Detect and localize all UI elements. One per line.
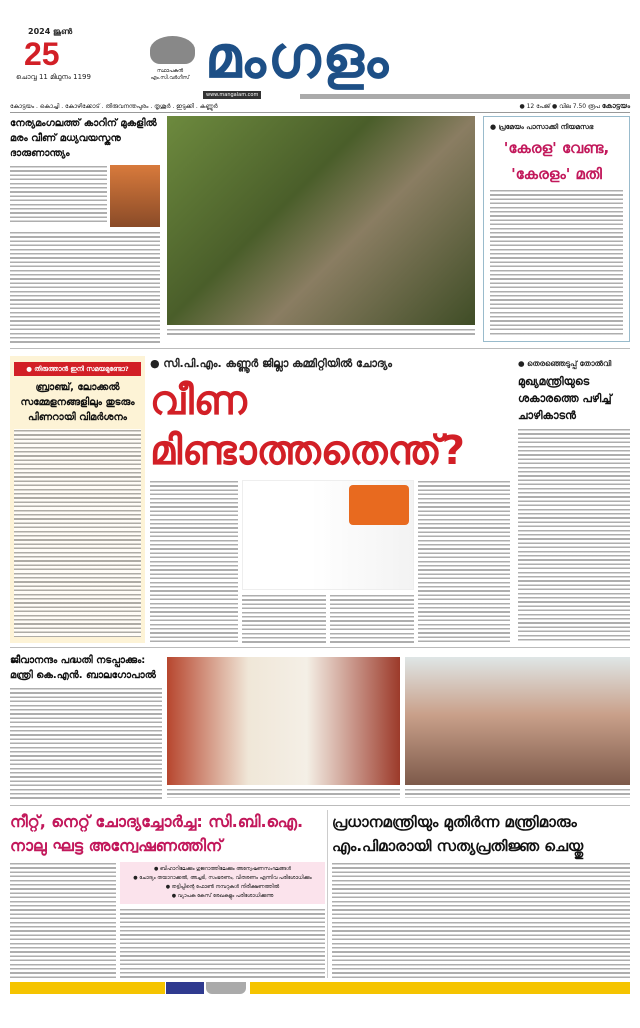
footer-tab [206,982,246,994]
box-item: ● തട്ടിപ്പിന്റെ ഫോൺ നമ്പറുകൾ നിരീക്ഷണത്തിൽ [165,884,280,890]
masthead-malayalam-date: ചൊവ്വ 11 മിഥുനം 1199 [16,73,91,81]
masthead-logo: മംഗളം [205,23,391,91]
story4-body [518,428,630,643]
masthead-date-line: 2024 ജൂൺ [28,27,73,36]
lead-body [150,480,510,643]
lead-middle-text [242,594,414,643]
lead-headline: വീണ മിണ്ടാത്തതെന്ത്? [150,378,465,474]
story1-portrait [110,165,160,227]
lead-body-col4 [418,480,510,643]
edition: കോട്ടയം [601,102,630,110]
story2-headline1: 'കേരള' വേണ്ട, [503,139,610,157]
story1-body [10,165,107,225]
divider [327,810,328,978]
editions: കോട്ടയം . കൊച്ചി . കോഴിക്കോട് . തിരുവനന്തപുരം . തൃശൂർ . ഇടുക്കി . കണ്ണൂർ [10,103,218,110]
cartoon [242,480,414,590]
divider [10,348,630,349]
masthead-day: 25 [24,36,60,72]
divider [10,805,630,806]
story1-top [10,165,160,227]
box-item: ● വ്യാപക കേസ് രേഖകളും പരിശോധിക്കുന്നു [171,893,274,899]
accident-photo [167,116,475,325]
story6-right [120,862,325,978]
footer-bar-left [10,982,165,994]
story2-box [483,116,630,342]
story1-body-cont [10,231,160,344]
story7-headline: പ്രധാനമന്ത്രിയും മുതിർന്ന മന്ത്രിമാരും എം.പിമാരായി സത്യപ്രതിജ്ഞ ചെയ്തു [332,813,584,855]
masthead-date-block [16,26,136,82]
story6 [10,810,325,978]
story3-body [14,429,141,637]
photo-caption [167,788,400,798]
masthead-founder: സ്ഥാപകൻ എം.സി.വർഗീസ് [150,68,190,81]
photo-caption [405,788,630,798]
story2-kicker: ● പ്രമേയം പാസാക്കി നിയമസഭ [490,123,594,131]
story7-body [332,862,630,978]
masthead-website[interactable]: www.mangalam.com [203,91,261,99]
cartoon-accent [349,485,409,525]
story3-kicker: ● തിരുത്താൻ ഇനി സമയമുണ്ടോ? [14,362,141,376]
footer-badge [166,982,204,994]
lead-kicker: ● സി.പി.എം. കണ്ണൂർ ജില്ലാ കമ്മിറ്റിയിൽ ചോദ്യം [150,357,393,370]
box-item: ● ബിഹാറിലേക്കും ഗുജറാത്തിലേക്കും അന്വേഷണസംഘങ്ങൾ [153,866,292,872]
story6-bottom [10,862,325,978]
story3-box [10,356,145,643]
story2-body [490,189,623,336]
story1 [10,116,160,344]
lead-body-col1 [150,480,238,643]
story6-body [10,862,116,978]
pages-price [470,101,630,112]
lead-middle [242,480,414,643]
masthead-rule [300,94,630,99]
lead-body-col3 [330,594,414,643]
parliament-photo-pm [167,657,400,785]
story4-headline: മുഖ്യമന്ത്രിയുടെ ശകാരത്തെ പഴിച്ച് ചാഴികാടൻ [518,375,612,422]
story7 [332,810,630,978]
story5-body [10,687,162,799]
story4 [518,358,630,643]
story5-headline: ജീവാനന്ദം പദ്ധതി നടപ്പാക്കും: മന്ത്രി കെ.എൻ. ബാലഗോപാൽ [10,655,156,681]
price: ● വില 7.50 രൂപ [551,103,600,110]
story6-headline: നീറ്റ്, നെറ്റ് ചോദ്യച്ചോർച്ച: സി.ബി.ഐ. നാലു ഘട്ട അന്വേഷണത്തിന് [10,812,304,855]
story6-box [120,862,325,904]
photo-caption [167,328,475,337]
story6-body-cont [120,908,325,978]
story4-kicker: ● തെരഞ്ഞെടുപ്പ് തോൽവി [518,359,612,368]
lead-body-col2 [242,594,326,643]
footer-bar-right [250,982,630,994]
divider [10,112,630,113]
pages: ● 12 പേജ് [519,103,551,110]
box-item: ● ചോദ്യം തയാറാക്കൽ, അച്ചടി, സംഭരണം, വിതരണം എന്നിവ പരിശോധിക്കും [133,875,312,881]
emblem-icon [150,36,195,64]
parliament-photo-mps [405,657,630,785]
story1-headline: നേര്യമംഗലത്ത് കാറിന് മുകളിൽ മരം വീണ് മധ്യവയസ്കനു ദാരുണാന്ത്യം [10,118,157,159]
lead-story [150,356,510,643]
story2-headline2: 'കേരളം' മതി [511,165,602,183]
story5 [10,653,162,799]
story3-headline: ബ്രാഞ്ച്, ലോക്കൽ സമ്മേളനങ്ങളിലും തുടരും പിണറായി വിമർശനം [20,382,135,423]
divider [10,647,630,648]
